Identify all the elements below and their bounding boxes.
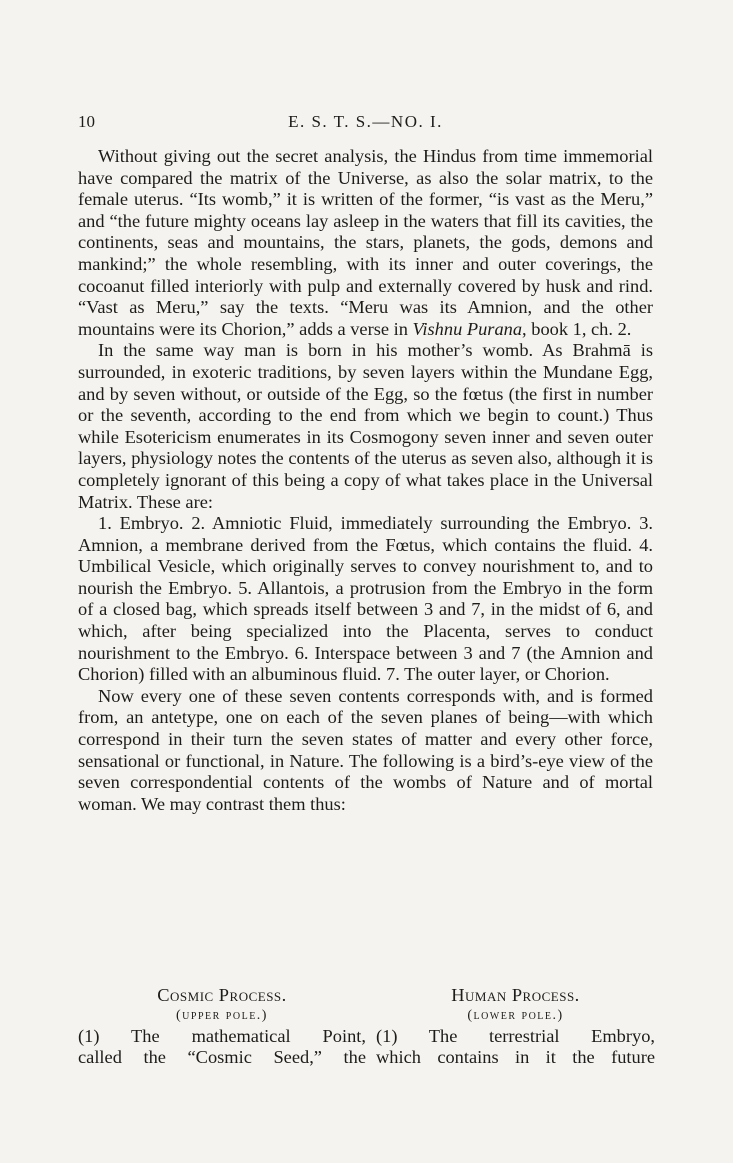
- cosmic-process-column: [78, 985, 366, 1068]
- human-process-line-1: (1) The terrestrial Embryo,: [376, 1026, 655, 1046]
- upper-pole-label: (upper pole.): [176, 1008, 268, 1023]
- page-header: [78, 112, 653, 136]
- human-process-line-2: which contains in it the future: [376, 1047, 655, 1067]
- human-process-column: [376, 985, 655, 1068]
- body-text: [78, 146, 653, 815]
- paragraph-3: 1. Embryo. 2. Amniotic Fluid, immediately surrounding the Embryo. 3. Amnion, a membrane derived from the Fœtus, which contains the fluid. 4. Umbilical Vesicle, which originally serves to convey nourishment to, and to nourish the Embryo. 5. Allantois, a protrusion from the Embryo in the form of a closed bag, which spreads itself between 3 and 7, in the midst of 6, and which, after being specialized into the Placenta, serves to conduct nourishment to the Embryo. 6. Interspace between 3 and 7 (the Amnion and Chorion) filled with an albuminous fluid. 7. The outer layer, or Chorion.: [78, 513, 653, 685]
- paragraph-2: In the same way man is born in his mother’s womb. As Brahmā is surrounded, in exoteric traditions, by seven layers within the Mundane Egg, and by seven without, or outside of the Egg, so the fœtus (the first in number or the seventh, according to the end from which we begin to count.) Thus while Esotericism enumerates in its Cosmogony seven inner and seven outer layers, physiology notes the contents of the uterus as seven also, although it is completely ignorant of this being a copy of what takes place in the Universal Matrix. These are:: [78, 340, 653, 512]
- cosmic-process-line-2: called the “Cosmic Seed,” the: [78, 1047, 366, 1067]
- lower-pole-label: (lower pole.): [467, 1008, 564, 1023]
- page-number: 10: [78, 112, 95, 131]
- running-head: E. S. T. S.—NO. I.: [288, 112, 443, 131]
- paragraph-1: Without giving out the secret analysis, the Hindus from time immemorial have compared the matrix of the Universe, as also the solar matrix, to the female uterus. “Its womb,” it is written of the former, “is vast as the Meru,” and “the future mighty oceans lay asleep in the waters that fill its cavities, the continents, seas and mountains, the stars, planets, the gods, demons and mankind;” the whole resembling, with its inner and outer coverings, the cocoanut filled interiorly with pulp and externally covered by husk and rind. “Vast as Meru,” say the texts. “Meru was its Amnion, and the other mountains were its Chorion,” adds a verse in Vishnu Purana, book 1, ch. 2.: [78, 146, 653, 339]
- cosmic-process-line-1: (1) The mathematical Point,: [78, 1026, 366, 1046]
- cosmic-process-title: Cosmic Process.: [157, 985, 287, 1005]
- paragraph-4: Now every one of these seven contents corresponds with, and is formed from, an antetype, one on each of the seven planes of being—with which correspond in their turn the seven states of matter and every other force, sensational or functional, in Nature. The following is a bird’s-eye view of the seven correspondential contents of the wombs of Nature and of mortal woman. We may contrast them thus:: [78, 685, 653, 814]
- book-title-italic: Vishnu Purana: [412, 318, 523, 339]
- human-process-title: Human Process.: [451, 985, 580, 1005]
